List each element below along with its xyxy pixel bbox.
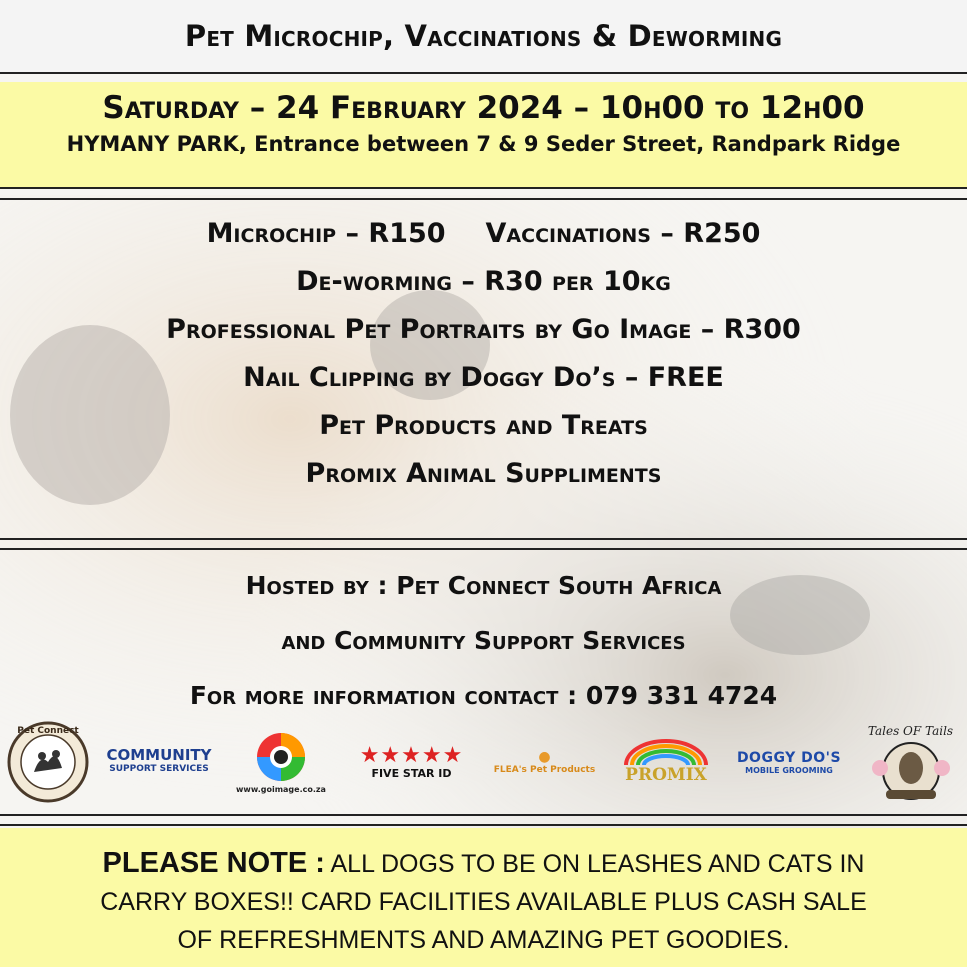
divider: [0, 814, 967, 816]
community-text: COMMUNITY: [106, 746, 212, 764]
paw-icon: ●: [538, 749, 551, 765]
date-band: [0, 82, 967, 187]
hosted-line-2: and Community Support Services: [281, 626, 686, 655]
divider: [0, 72, 967, 74]
pet-connect-logo: [6, 720, 90, 804]
event-date: Saturday – 24 February 2024 – 10h00 to 12h00: [102, 90, 865, 126]
service-vaccinations: Vaccinations – R250: [485, 218, 761, 249]
divider: [0, 198, 967, 200]
contact-line: For more information contact : 079 331 4724: [189, 681, 778, 710]
go-image-url: www.goimage.co.za: [236, 784, 326, 794]
tales-of-tails-logo: [858, 718, 963, 810]
hosted-line-1: Hosted by : Pet Connect South Africa: [245, 571, 722, 600]
note-text-1: ALL DOGS TO BE ON LEASHES AND CATS IN: [330, 850, 865, 878]
dog-badge-icon: [868, 738, 954, 804]
community-support-logo: [100, 740, 218, 780]
fleas-pet-products-logo: [487, 742, 602, 782]
divider: [0, 538, 967, 540]
note-line-2: CARRY BOXES!! CARD FACILITIES AVAILABLE PLUS CASH SALE: [100, 888, 867, 916]
service-portraits: Professional Pet Portraits by Go Image – R300: [166, 314, 801, 345]
please-note-band: [0, 828, 967, 967]
service-nails: Nail Clipping by Doggy Do’s – FREE: [243, 362, 724, 393]
service-microchip: Microchip – R150: [206, 218, 446, 249]
mobile-grooming-text: MOBILE GROOMING: [745, 765, 833, 775]
service-deworming: De-worming – R30 per 10kg: [296, 266, 671, 297]
note-label: PLEASE NOTE :: [102, 847, 325, 879]
sponsor-logos: [0, 718, 967, 813]
promix-text: PROMIX: [625, 765, 707, 785]
pet-connect-text: Pet Connect: [17, 726, 79, 736]
hosted-section: [0, 558, 967, 718]
divider: [0, 824, 967, 826]
doggy-dos-logo: [728, 742, 850, 782]
doggy-dos-text: DOGGY DO'S: [736, 749, 842, 766]
promix-logo: [612, 734, 720, 790]
five-star-text: FIVE STAR ID: [371, 766, 452, 780]
divider: [0, 187, 967, 189]
five-star-id-logo: [343, 738, 480, 786]
fleas-text: FLEA's Pet Products: [493, 765, 596, 775]
tales-text: Tales OF Tails: [867, 724, 954, 738]
note-line-1: [0, 844, 967, 883]
five-star-icon: ★★★★★: [359, 742, 464, 768]
service-promix: Promix Animal Suppliments: [305, 458, 662, 489]
page-title: Pet Microchip, Vaccinations & Deworming: [184, 19, 783, 53]
camera-aperture-icon: [255, 731, 307, 783]
title-band: [0, 0, 967, 72]
support-services-text: SUPPORT SERVICES: [109, 764, 209, 774]
service-products: Pet Products and Treats: [319, 410, 648, 441]
services-list: [0, 210, 967, 530]
event-venue: HYMANY PARK, Entrance between 7 & 9 Seder Street, Randpark Ridge: [66, 132, 901, 156]
go-image-logo: [226, 722, 336, 802]
divider: [0, 548, 967, 550]
note-line-3: OF REFRESHMENTS AND AMAZING PET GOODIES.: [177, 926, 790, 954]
rainbow-icon: [621, 739, 711, 765]
service-row: [0, 210, 967, 258]
